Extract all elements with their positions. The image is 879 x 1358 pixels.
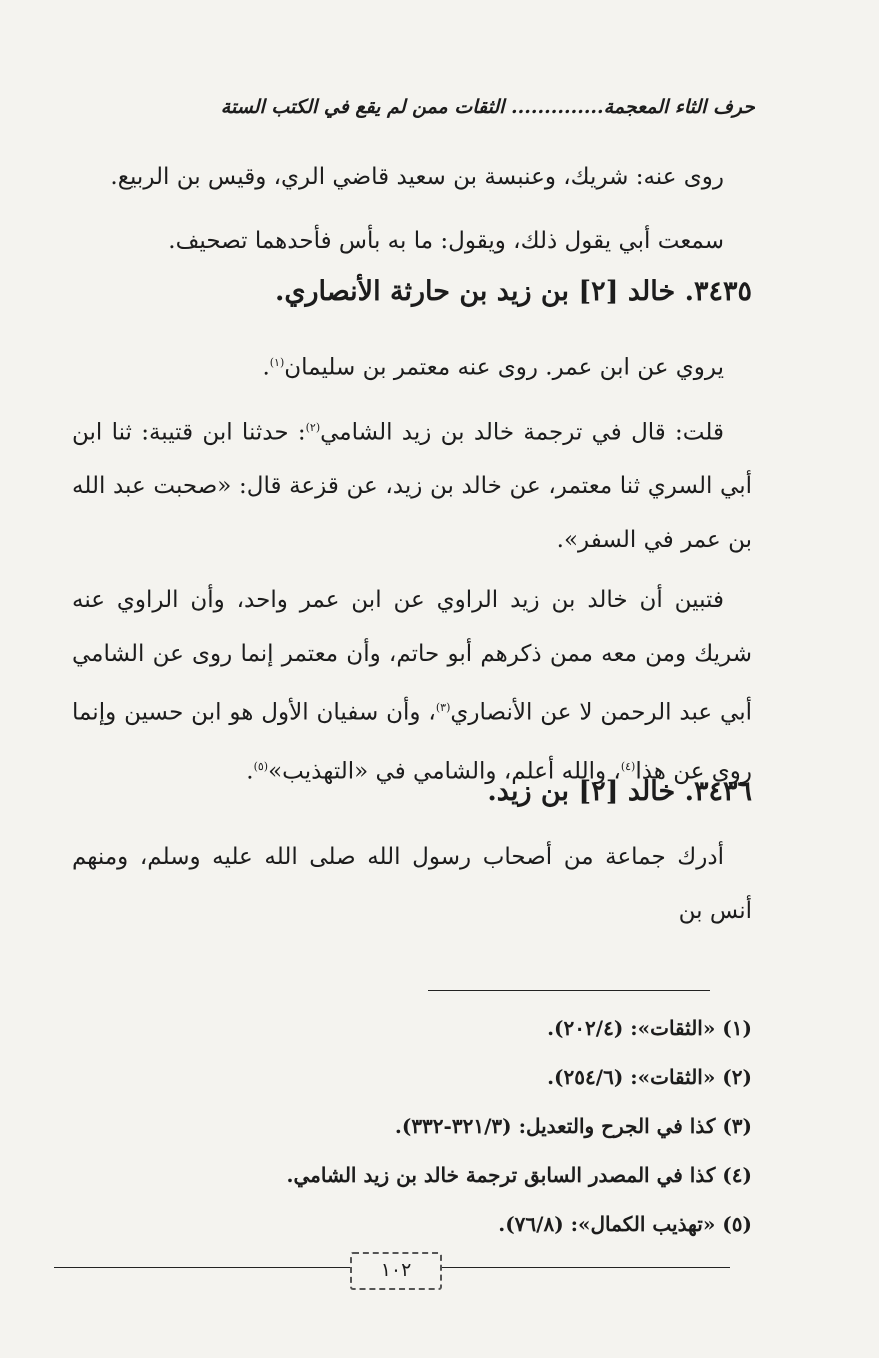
- bottom-rule-right: [438, 1267, 730, 1268]
- paragraph-text: ، وأن سفيان الأول هو ابن حسين وإنما روى عن هذا: [72, 699, 752, 785]
- footnote-3: (٣) كذا في الجرح والتعديل: (٣٢١/٣-٣٣٢).: [394, 1114, 752, 1138]
- section-continuation: [72, 150, 752, 268]
- paragraph-text: فتبين أن خالد بن زيد الراوي عن ابن عمر واحد، وأن الراوي عنه شريك ومن معه ممن ذكرهم أبو حاتم، وأن معتمر إنما روى عن الشامي أبي عبد الرحمن لا عن الأنصاري: [72, 587, 752, 726]
- text-line: روى عنه: شريك، وعنبسة بن سعيد قاضي الري، وقيس بن الربيع.: [110, 164, 724, 190]
- paragraph: [72, 401, 752, 568]
- entry-3435-body: [72, 336, 752, 799]
- paragraph-text: ، والله أعلم، والشامي في «التهذيب»: [268, 758, 621, 785]
- entry-heading-3436: ٣٤٣٦. خالد [٢] بن زيد.: [487, 776, 752, 807]
- paragraph-text: .: [262, 354, 270, 381]
- bottom-rule-left: [54, 1267, 350, 1268]
- paragraph-text: .: [246, 758, 254, 785]
- running-header: حرف الثاء المعجمة.............. الثقات ممن لم يقع في الكتب الستة: [220, 96, 755, 118]
- text-line: سمعت أبي يقول ذلك، ويقول: ما به بأس فأحدهما تصحيف.: [168, 228, 724, 254]
- paragraph-text: : حدثنا ابن قتيبة: ثنا ابن أبي السري ثنا معتمر، عن خالد بن زيد، عن قزعة قال: «صحبت عبد الله بن عمر في السفر».: [72, 419, 752, 554]
- paragraph: أدرك جماعة من أصحاب رسول الله صلى الله عليه وسلم، ومنهم أنس بن: [72, 844, 752, 924]
- paragraph-text: قلت: قال في ترجمة خالد بن زيد الشامي: [320, 419, 724, 446]
- entry-heading-3435: ٣٤٣٥. خالد [٢] بن زيد بن حارثة الأنصاري.: [274, 276, 752, 307]
- footnote-1: (١) «الثقات»: (٢٠٢/٤).: [547, 1016, 752, 1040]
- paragraph: [72, 336, 752, 395]
- paragraph-text: يروي عن ابن عمر. روى عنه معتمر بن سليمان: [284, 354, 724, 381]
- entry-3436-body: [72, 830, 752, 938]
- footnote-4: (٤) كذا في المصدر السابق ترجمة خالد بن زيد الشامي.: [286, 1163, 752, 1187]
- page-number: ١٠٢: [350, 1252, 442, 1290]
- footnote-ref[interactable]: (٥): [253, 759, 269, 773]
- footnote-ref[interactable]: (١): [269, 356, 285, 369]
- footnote-5: (٥) «تهذيب الكمال»: (٧٦/٨).: [498, 1212, 752, 1236]
- footnote-ref[interactable]: (٣): [435, 701, 451, 715]
- footnote-ref[interactable]: (٢): [305, 420, 321, 434]
- footnote-ref[interactable]: (٤): [620, 759, 636, 773]
- paragraph: [72, 573, 752, 798]
- footnotes: [72, 1004, 752, 1249]
- footnote-2: (٢) «الثقات»: (٢٥٤/٦).: [547, 1065, 752, 1089]
- footnote-separator: [428, 990, 710, 991]
